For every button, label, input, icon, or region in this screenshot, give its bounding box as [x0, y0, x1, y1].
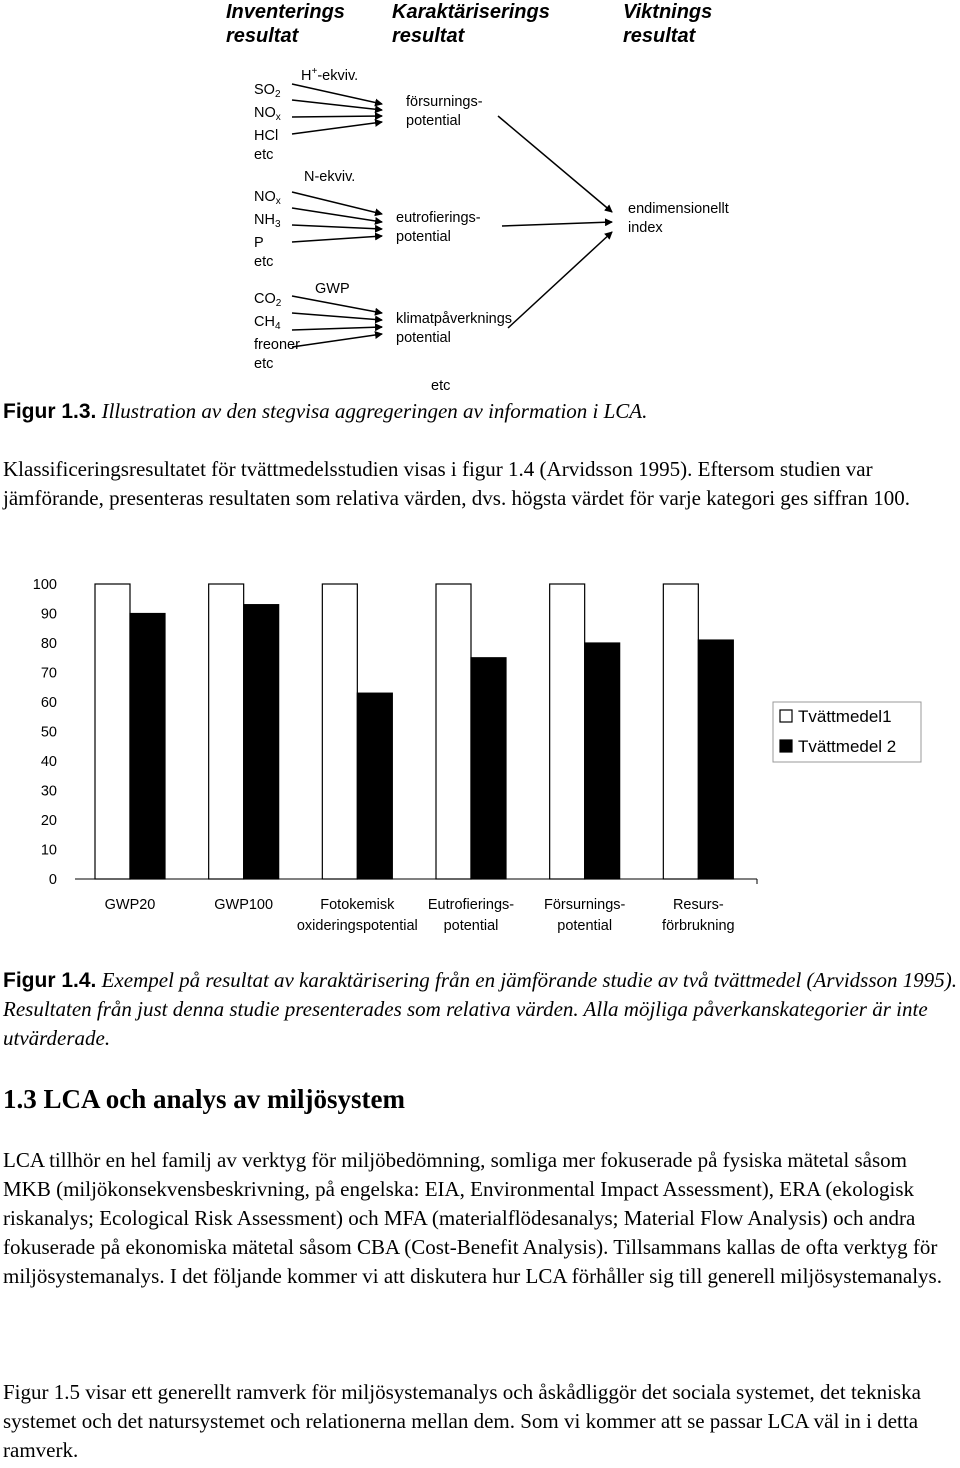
- substance-etc: etc: [254, 147, 274, 163]
- x-category-label: potential: [557, 918, 613, 934]
- figure-1-3-text: Illustration av den stegvisa aggregeringen av information i LCA.: [96, 399, 648, 423]
- arrow-g2-4: [292, 236, 382, 242]
- substance-so2: $SO_2$: [254, 82, 281, 100]
- potential-climate-line1: klimatpåverknings: [396, 311, 513, 327]
- arrow-g3-2: [292, 313, 382, 320]
- bar-tvattmedel1-5: [663, 584, 698, 879]
- bar-tvattmedel2-5: [698, 640, 733, 879]
- bar-tvattmedel2-1: [244, 605, 279, 879]
- y-tick-label: 10: [40, 842, 57, 859]
- substance-freoner: freoner: [254, 337, 300, 353]
- potential-climate-line2: potential: [396, 330, 451, 346]
- potential-acidification-line1: försurnings-: [406, 94, 483, 110]
- potential-etc: etc: [431, 378, 451, 394]
- paragraph-framework: Figur 1.5 visar ett generellt ramverk för miljösystemanalys och åskådliggör det sociala systemet, det tekniska systemet och det natursystemet och relationerna mellan dem. Som vi kommer att se passar LCA väl in i detta ramverk.: [3, 1380, 921, 1462]
- substance-etc-2: etc: [254, 254, 274, 270]
- x-category-label: förbrukning: [662, 918, 735, 934]
- substance-nh3: $NH_3$: [254, 212, 281, 230]
- header-inventory-line1: Inventerings: [226, 1, 345, 23]
- bar-tvattmedel1-4: [550, 584, 585, 879]
- equiv-label-h: H+-ekviv.: [301, 66, 359, 84]
- x-category-label: Försurnings-: [543, 897, 626, 913]
- figure-1-3-label: Figur 1.3.: [3, 400, 97, 423]
- x-category-label: Fotokemisk: [320, 897, 395, 913]
- header-weighting-line1: Viktnings: [623, 1, 713, 23]
- y-tick-label: 100: [32, 577, 57, 593]
- potential-eutrophication-line2: potential: [396, 229, 451, 245]
- potential-eutrophication-line1: eutrofierings-: [396, 210, 481, 226]
- paragraph-classification: Klassificeringsresultatet för tvättmedelsstudien visas i figur 1.4 (Arvidsson 1995). Eftersom studien var jämförande, presenteras resultaten som relativa värden, dvs. högsta värdet för varje kategori ges siffran 100.: [3, 457, 910, 510]
- equiv-label-gwp: GWP: [315, 281, 350, 297]
- bar-tvattmedel1-3: [436, 584, 471, 879]
- header-weighting-line2: resultat: [623, 25, 696, 47]
- figure-1-4-caption: [3, 966, 958, 1053]
- substance-nox: $NO_x$: [254, 105, 281, 123]
- figure-1-4-label: Figur 1.4.: [3, 969, 97, 992]
- y-tick-label: 50: [40, 724, 57, 741]
- y-tick-label: 80: [40, 636, 57, 652]
- bar-tvattmedel2-2: [357, 693, 392, 879]
- arrow-g2-3: [292, 225, 382, 229]
- potential-acidification-line2: potential: [406, 113, 461, 129]
- y-tick-label: 40: [40, 754, 57, 770]
- header-characterisation-line1: Karaktäriserings: [392, 1, 550, 23]
- x-category-label: GWP100: [214, 897, 274, 913]
- arrow-to-index-2: [502, 222, 612, 226]
- arrow-g1-3: [292, 116, 382, 117]
- arrow-g3-3: [292, 327, 382, 330]
- legend-swatch: [780, 740, 792, 752]
- bar-tvattmedel1-1: [209, 584, 244, 879]
- arrow-to-index-1: [498, 116, 612, 212]
- legend-label: Tvättmedel1: [798, 707, 892, 726]
- legend-label: Tvättmedel 2: [798, 737, 897, 756]
- bar-chart: [0, 565, 960, 945]
- paragraph-lca-family: LCA tillhör en hel familj av verktyg för miljöbedömning, somliga mer fokuserade på fysiska mätetal såsom MKB (miljökonsekvensbeskrivning, på engelska: EIA, Environmental Impact Assessment), ERA (ekologisk riskanalys; Ecological Risk Assessment) och MFA (materialflödesanalys; Material Flow Analysis) och andra fokuserade på ekonomiska mätetal såsom CBA (Cost-Benefit Analysis). Tillsammans kallas de ofta verktyg för miljösystemanalys. I det följande kommer vi att diskutera hur LCA förhåller sig till generell miljösystemanalys.: [3, 1148, 942, 1288]
- bar-tvattmedel1-2: [322, 584, 357, 879]
- section-title: 1.3 LCA och analys av miljösystem: [3, 1084, 406, 1114]
- y-tick-label: 30: [40, 783, 57, 800]
- figure-1-4-text: Exempel på resultat av karaktärisering från en jämförande studie av två tvättmedel (Arvidsson 1995). Resultaten från just denna studie presenterades som relativa värden. Alla möjliga påverkanskategorier är inte utvärderade.: [3, 968, 958, 1050]
- header-inventory-line2: resultat: [226, 25, 299, 47]
- substance-co2: $CO_2$: [254, 291, 282, 309]
- header-characterisation-line2: resultat: [392, 25, 465, 47]
- figure-1-3-caption: [3, 397, 958, 426]
- arrow-g3-4: [292, 334, 382, 347]
- legend-swatch: [780, 710, 792, 722]
- arrow-g3-1: [292, 296, 382, 313]
- result-index-line2: index: [628, 220, 663, 236]
- arrow-to-index-3: [508, 232, 612, 328]
- result-index-line1: endimensionellt: [628, 201, 729, 217]
- diagram-arrows: [0, 0, 960, 400]
- substance-etc-3: etc: [254, 356, 274, 372]
- x-category-label: potential: [443, 918, 499, 934]
- x-category-label: oxideringspotential: [296, 918, 418, 934]
- x-category-label: Eutrofierings-: [427, 897, 515, 913]
- y-tick-label: 20: [40, 813, 57, 829]
- bar-tvattmedel2-0: [130, 614, 165, 880]
- equiv-label-n: N-ekviv.: [304, 169, 356, 185]
- x-category-label: GWP20: [104, 897, 156, 913]
- substance-p: P: [254, 235, 264, 251]
- y-tick-label: 90: [40, 606, 57, 623]
- bar-tvattmedel2-3: [471, 658, 506, 879]
- substance-hcl: HCl: [254, 128, 279, 144]
- arrow-g1-4: [292, 122, 382, 134]
- substance-ch4: $CH_4$: [254, 314, 281, 332]
- substance-nox-2: $NO_x$: [254, 189, 281, 207]
- y-tick-label: 0: [48, 872, 57, 888]
- bar-tvattmedel1-0: [95, 584, 130, 879]
- x-category-label: Resurs-: [672, 897, 724, 913]
- bar-tvattmedel2-4: [585, 643, 620, 879]
- y-tick-label: 60: [40, 695, 57, 711]
- y-tick-label: 70: [40, 665, 57, 682]
